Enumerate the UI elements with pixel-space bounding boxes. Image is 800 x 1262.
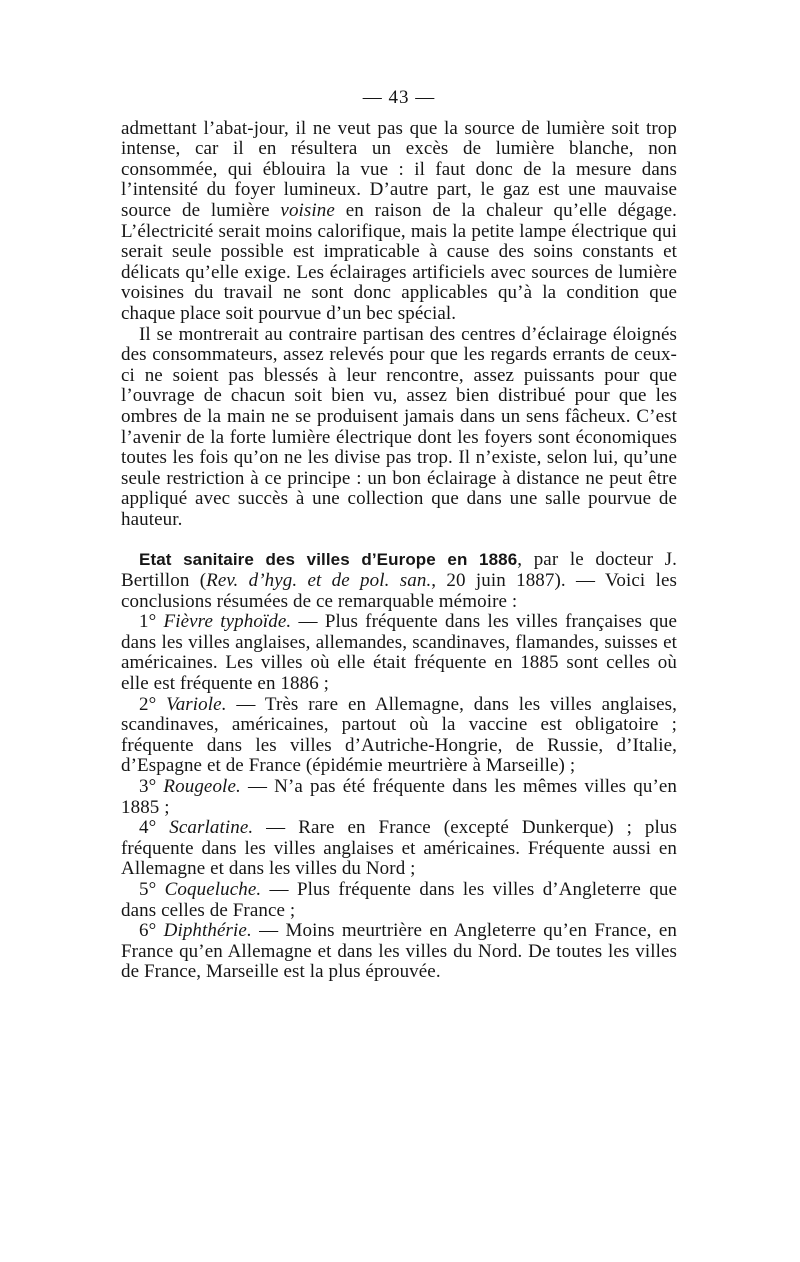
item-title: Coqueluche. <box>164 878 262 900</box>
paragraph-sanitary-intro <box>121 550 677 612</box>
item-title: Variole. <box>166 693 227 715</box>
list-item <box>121 880 677 921</box>
item-number: 5° <box>139 878 165 900</box>
item-number: 6° <box>139 920 164 942</box>
page-number: — 43 — <box>362 87 436 108</box>
list-item <box>121 695 677 777</box>
paragraph-text: , 20 juin 1887). — Voici les conclusions résumées de ce remarquable mémoire : <box>121 570 677 612</box>
list-item <box>121 921 677 983</box>
item-title: Fièvre typhoïde. <box>163 611 292 633</box>
item-text: — Rare en France (excepté Dunkerque) ; plus fréquente dans les villes anglaises et américaines. Fréquente aussi en Allemagne et dans les villes du Nord ; <box>121 817 677 880</box>
citation-text: Rev. d’hyg. et de pol. san. <box>206 570 432 592</box>
section-spacer <box>121 530 677 550</box>
item-text: — Plus fréquente dans les villes françaises que dans les villes anglaises, allemandes, scandinaves, flamandes, suisses et américaines. Les villes où elle était fréquente en 1885 sont celles où elle est fréquente en 1886 ; <box>121 611 677 695</box>
item-text: — Moins meurtrière en Angleterre qu’en France, en France qu’en Allemagne et dans les villes du Nord. De toutes les villes de France, Marseille est la plus éprouvée. <box>121 920 677 983</box>
paragraph-central-lighting: Il se montrerait au contraire partisan des centres d’éclairage éloignés des consommateurs, assez relevés pour que les regards errants de ceux-ci ne soient pas blessés à leur rencontre, assez puissants pour que l’ouvrage de chacun soit bien vu, assez bien distribué pour que les ombres de la main ne se produisent jamais dans un sens fâcheux. C’est l’avenir de la forte lumière électrique dont les foyers sont économiques toutes les fois qu’on ne les divise pas trop. Il n’existe, selon lui, qu’une seule restriction à ce principe : un bon éclairage à distance ne peut être appliqué avec succès à une collection que dans une salle pourvue de hauteur. <box>121 323 677 530</box>
list-item <box>121 777 677 818</box>
list-item <box>121 818 677 880</box>
paragraph-text: , par le docteur J. Bertillon ( <box>121 549 677 592</box>
item-text: — Plus fréquente dans les villes d’Angleterre que dans celles de France ; <box>121 878 678 921</box>
item-number: 1° <box>139 611 164 633</box>
item-number: 3° <box>139 776 164 797</box>
item-text: — N’a pas été fréquente dans les mêmes villes qu’en 1885 ; <box>121 776 678 818</box>
item-number: 2° <box>139 693 167 715</box>
document-page <box>121 88 677 983</box>
paragraph-text: en raison de la chaleur qu’elle dégage. L’électricité serait moins calorifique, mais la petite lampe électrique qui serait seule possible est impraticable à cause des soins constants et délicats qu’elle exige. Les éclairages artificiels avec sources de lumière voisines du travail ne sont donc applicables qu’à la condition que chaque place soit pourvue d’un bec spécial. <box>121 199 677 324</box>
list-item <box>121 612 677 694</box>
item-number: 4° <box>139 817 170 839</box>
section-heading: Etat sanitaire des villes d’Europe en 1886 <box>139 550 518 570</box>
item-text: — Très rare en Allemagne, dans les villes anglaises, scandinaves, américaines, partout où la vaccine est obligatoire ; fréquente dans les villes d’Autriche-Hongrie, de Russie, d’Italie, d’Espagne et de France (épidémie meurtrière à Marseille) ; <box>121 693 677 777</box>
paragraph-lighting-intro <box>121 119 677 325</box>
item-title: Rougeole. <box>163 776 241 797</box>
item-title: Diphthérie. <box>163 920 252 942</box>
emphasis-text: voisine <box>280 199 335 221</box>
item-title: Scarlatine. <box>169 817 254 839</box>
paragraph-text: admettant l’abat-jour, il ne veut pas que la source de lumière soit trop intense, car il en résultera un excès de lumière blanche, non consommée, qui éblouira la vue : il faut donc de la mesure dans l’intensité du foyer lumineux. D’autre part, le gaz est une mauvaise source de lumière <box>121 117 677 221</box>
